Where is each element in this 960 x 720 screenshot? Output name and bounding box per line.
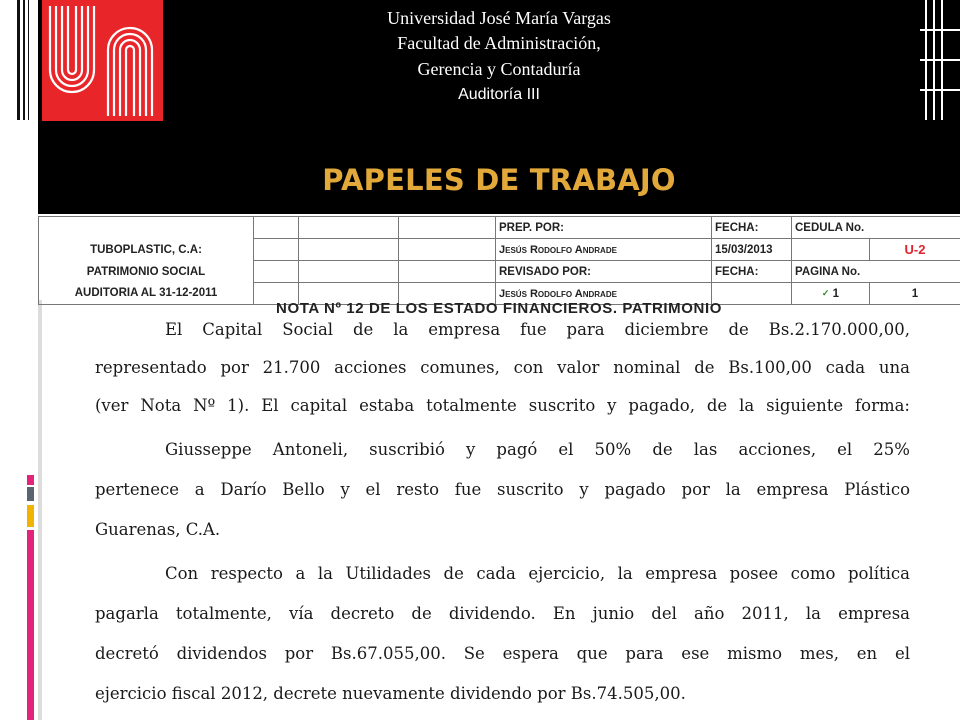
university-name: Universidad José María Vargas (387, 8, 611, 28)
university-logo-icon (42, 0, 163, 121)
ws-blank (254, 261, 299, 283)
decor-lines-icon (16, 0, 38, 120)
left-stripe (38, 300, 42, 720)
note-line: El Capital Social de la empresa fue para diciembre de Bs.2.170.000,00, (165, 320, 910, 339)
revisado-name: Jesús Rodolfo Andrade (496, 283, 712, 305)
ws-blank (299, 217, 399, 239)
note-line: (ver Nota Nº 1). El capital estaba totalmente suscrito y pagado, de la siguiente forma: (95, 396, 910, 415)
accent-gray-mark (27, 487, 34, 501)
prep-name: Jesús Rodolfo Andrade (496, 239, 712, 261)
course-name: Auditoría III (458, 86, 540, 103)
worksheet-header (38, 216, 960, 302)
company-name: TUBOPLASTIC, C.A: (39, 239, 254, 261)
section-name: PATRIMONIO SOCIAL (39, 261, 254, 283)
note-title: NOTA Nº 12 DE LOS ESTADO FINANCIEROS. PATRIMONIO (276, 300, 722, 317)
note-line: representado por 21.700 acciones comunes, con valor nominal de Bs.100,00 cada una (95, 358, 910, 377)
prep-label: PREP. POR: (496, 217, 712, 239)
cedula-label: CEDULA No. (792, 217, 960, 239)
note-line: Giusseppe Antoneli, suscribió y pagó el 50% de las acciones, el 25% (165, 440, 910, 459)
revisado-label: REVISADO POR: (496, 261, 712, 283)
ws-blank (39, 217, 254, 239)
fecha-label: FECHA: (712, 217, 792, 239)
page-total: 1 (870, 283, 960, 305)
page-current-value: 1 (832, 287, 840, 300)
pagina-label: PAGINA No. (792, 261, 960, 283)
audit-period: AUDITORIA AL 31-12-2011 (39, 283, 254, 305)
faculty-line-1: Facultad de Administración, (397, 33, 601, 53)
cedula-value: U-2 (870, 239, 960, 261)
ws-blank (399, 239, 496, 261)
ws-blank (399, 217, 496, 239)
decor-grid-icon (920, 0, 960, 120)
note-line: Guarenas, C.A. (95, 520, 221, 539)
note-line: decretó dividendos por Bs.67.055,00. Se espera que para ese mismo mes, en el (95, 644, 910, 663)
worksheet-table (38, 216, 960, 305)
fecha2-label: FECHA: (712, 261, 792, 283)
ws-blank (792, 239, 870, 261)
ws-blank (254, 239, 299, 261)
fecha-value: 15/03/2013 (712, 239, 792, 261)
note-line: Con respecto a la Utilidades de cada ejercicio, la empresa posee como política (165, 564, 910, 583)
university-logo (42, 0, 163, 121)
tick-mark-icon: ✓ (821, 287, 830, 298)
note-line: pagarla totalmente, vía decreto de dividendo. En junio del año 2011, la empresa (95, 604, 910, 623)
ws-blank (254, 217, 299, 239)
accent-gold-mark (27, 505, 34, 527)
accent-pink-bar (27, 530, 34, 720)
accent-pink-mark (27, 475, 34, 485)
ws-blank (399, 261, 496, 283)
page-title: PAPELES DE TRABAJO (322, 163, 676, 197)
faculty-line-2: Gerencia y Contaduría (417, 59, 581, 79)
right-decor-lines (920, 0, 960, 120)
ws-blank (299, 261, 399, 283)
ws-blank (299, 239, 399, 261)
header-band (38, 0, 960, 214)
note-line: pertenece a Darío Bello y el resto fue suscrito y pagado por la empresa Plástico (95, 480, 910, 499)
left-decor-panel (16, 0, 38, 120)
note-line: ejercicio fiscal 2012, decrete nuevamente dividendo por Bs.74.505,00. (95, 684, 686, 703)
